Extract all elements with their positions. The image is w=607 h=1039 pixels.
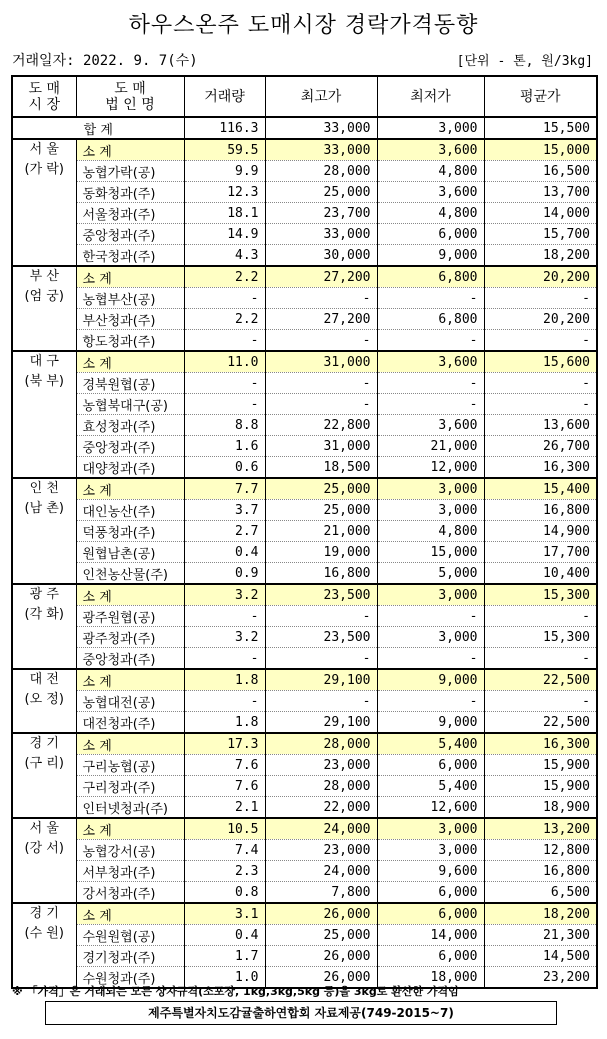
table-row [12, 245, 597, 267]
table-row [12, 648, 597, 670]
table-row [12, 797, 597, 819]
corp-name: 서부청과(주) [76, 861, 184, 882]
corp-name: 인터넷청과(주) [76, 797, 184, 819]
cell-avg: - [484, 330, 597, 352]
cell-min: 6,000 [377, 903, 484, 925]
market-city: 광 주 [29, 587, 59, 602]
cell-volume: 3.2 [184, 627, 265, 648]
cell-avg: 15,700 [484, 224, 597, 245]
corp-name: 소 계 [76, 818, 184, 840]
subtotal-row [12, 139, 597, 161]
market-cell [12, 733, 76, 818]
subtotal-row [12, 669, 597, 691]
market-cell [12, 139, 76, 266]
corp-name: 수원원협(공) [76, 925, 184, 946]
corp-name: 소 계 [76, 584, 184, 606]
cell-min: 3,600 [377, 139, 484, 161]
market-sub: (남 촌) [24, 501, 64, 516]
corp-name: 중앙청과(주) [76, 224, 184, 245]
cell-avg: 6,500 [484, 882, 597, 904]
table-row [12, 925, 597, 946]
cell-max: 25,000 [265, 182, 377, 203]
cell-volume: 0.9 [184, 563, 265, 585]
table-row [12, 542, 597, 563]
cell-volume: 7.7 [184, 478, 265, 500]
cell-volume: 4.3 [184, 245, 265, 267]
cell-volume: - [184, 691, 265, 712]
cell-avg: 15,600 [484, 351, 597, 373]
table-row [12, 224, 597, 245]
table-row [12, 415, 597, 436]
cell-min: 12,000 [377, 457, 484, 479]
corp-name: 농협대전(공) [76, 691, 184, 712]
header-corp-line2: 법 인 명 [105, 96, 155, 113]
market-city: 서 울 [29, 821, 59, 836]
cell-max: 24,000 [265, 818, 377, 840]
corp-name: 소 계 [76, 351, 184, 373]
cell-max: - [265, 394, 377, 415]
market-sub: (강 서) [24, 841, 64, 856]
cell-avg: 15,900 [484, 776, 597, 797]
header-corp-line1: 도 매 [114, 80, 146, 97]
page-title: 하우스온주 도매시장 경락가격동향 [128, 13, 479, 38]
table-row [12, 627, 597, 648]
corp-name: 농협북대구(공) [76, 394, 184, 415]
cell-min: 3,600 [377, 351, 484, 373]
cell-avg: 16,800 [484, 861, 597, 882]
cell-min: 3,000 [377, 818, 484, 840]
cell-max: 23,000 [265, 840, 377, 861]
cell-volume: 0.8 [184, 882, 265, 904]
cell-min: - [377, 691, 484, 712]
cell-volume: 1.0 [184, 967, 265, 989]
cell-avg: 13,700 [484, 182, 597, 203]
cell-max: 22,800 [265, 415, 377, 436]
cell-max: 16,800 [265, 563, 377, 585]
cell-volume: 0.6 [184, 457, 265, 479]
cell-avg: 23,200 [484, 967, 597, 989]
cell-max: 23,500 [265, 584, 377, 606]
cell-min: 6,000 [377, 946, 484, 967]
table-row [12, 861, 597, 882]
table-row [12, 457, 597, 479]
cell-volume: - [184, 373, 265, 394]
cell-volume: 2.3 [184, 861, 265, 882]
cell-max: - [265, 648, 377, 670]
corp-name: 부산청과(주) [76, 309, 184, 330]
cell-max: 18,500 [265, 457, 377, 479]
cell-avg: 22,500 [484, 669, 597, 691]
corp-name: 덕풍청과(주) [76, 521, 184, 542]
subtotal-row [12, 266, 597, 288]
cell-volume: - [184, 330, 265, 352]
cell-avg: 21,300 [484, 925, 597, 946]
cell-avg: 15,900 [484, 755, 597, 776]
cell-max: 30,000 [265, 245, 377, 267]
cell-volume: 10.5 [184, 818, 265, 840]
corp-name: 소 계 [76, 903, 184, 925]
corp-name: 광주원협(공) [76, 606, 184, 627]
header-volume: 거래량 [184, 76, 265, 117]
cell-avg: - [484, 648, 597, 670]
cell-volume: 8.8 [184, 415, 265, 436]
table-row [12, 840, 597, 861]
cell-max: 33,000 [265, 139, 377, 161]
cell-max: 22,000 [265, 797, 377, 819]
cell-min: 3,000 [377, 584, 484, 606]
cell-min: 6,000 [377, 755, 484, 776]
corp-name: 대전청과(주) [76, 712, 184, 734]
cell-avg: 15,000 [484, 139, 597, 161]
cell-min: 15,000 [377, 542, 484, 563]
market-cell [12, 478, 76, 584]
cell-max: 31,000 [265, 436, 377, 457]
subtotal-row [12, 584, 597, 606]
corp-name: 동화청과(주) [76, 182, 184, 203]
cell-min: 5,400 [377, 733, 484, 755]
market-city: 경 기 [29, 906, 59, 921]
cell-min: 6,800 [377, 266, 484, 288]
unit-label: [단위 - 톤, 원/3kg] [456, 54, 593, 69]
corp-name: 대인농산(주) [76, 500, 184, 521]
cell-min: 4,800 [377, 521, 484, 542]
market-cell [12, 669, 76, 733]
cell-max: 23,000 [265, 755, 377, 776]
cell-avg: 14,900 [484, 521, 597, 542]
cell-max: 23,500 [265, 627, 377, 648]
cell-avg: 16,300 [484, 457, 597, 479]
table-row [12, 776, 597, 797]
cell-volume: 12.3 [184, 182, 265, 203]
corp-name: 경기청과(주) [76, 946, 184, 967]
table-row [12, 394, 597, 415]
cell-avg: 16,300 [484, 733, 597, 755]
corp-name: 소 계 [76, 139, 184, 161]
cell-max: 31,000 [265, 351, 377, 373]
total-volume: 116.3 [184, 117, 265, 139]
subtotal-row [12, 818, 597, 840]
trade-date: 거래일자: 2022. 9. 7(수) [12, 53, 198, 69]
cell-max: 7,800 [265, 882, 377, 904]
corp-name: 소 계 [76, 669, 184, 691]
corp-name: 인천농산물(주) [76, 563, 184, 585]
corp-name: 소 계 [76, 266, 184, 288]
cell-max: 25,000 [265, 925, 377, 946]
table-row [12, 330, 597, 352]
corp-name: 한국청과(주) [76, 245, 184, 267]
cell-min: 6,000 [377, 224, 484, 245]
cell-avg: 18,900 [484, 797, 597, 819]
footnote: ※ 「가격」은 거래되는 모든 상자규격(소포장, 1kg,3kg,5kg 등)을 3kg로 환산한 가격임 [12, 985, 459, 998]
cell-min: 6,800 [377, 309, 484, 330]
cell-max: 28,000 [265, 776, 377, 797]
cell-avg: 20,200 [484, 309, 597, 330]
cell-avg: 14,000 [484, 203, 597, 224]
cell-volume: 1.7 [184, 946, 265, 967]
header-avg: 평균가 [484, 76, 597, 117]
corp-name: 광주청과(주) [76, 627, 184, 648]
cell-volume: 18.1 [184, 203, 265, 224]
cell-min: 9,000 [377, 669, 484, 691]
table-row [12, 436, 597, 457]
table-row [12, 288, 597, 309]
corp-name: 중앙청과(주) [76, 648, 184, 670]
cell-min: 3,000 [377, 840, 484, 861]
total-avg: 15,500 [484, 117, 597, 139]
cell-volume: 7.6 [184, 755, 265, 776]
cell-max: 26,000 [265, 967, 377, 989]
cell-volume: 1.6 [184, 436, 265, 457]
market-sub: (오 정) [24, 692, 64, 707]
subtotal-row [12, 903, 597, 925]
corp-name: 농협가락(공) [76, 161, 184, 182]
corp-name: 소 계 [76, 478, 184, 500]
header-market [12, 76, 76, 117]
cell-min: - [377, 648, 484, 670]
cell-volume: 14.9 [184, 224, 265, 245]
corp-name: 수원청과(주) [76, 967, 184, 989]
table-row [12, 203, 597, 224]
corp-name: 농협부산(공) [76, 288, 184, 309]
price-table [11, 75, 598, 989]
market-sub: (북 부) [24, 374, 64, 389]
corp-name: 구리농협(공) [76, 755, 184, 776]
cell-volume: 2.2 [184, 266, 265, 288]
cell-max: 29,100 [265, 669, 377, 691]
cell-avg: 18,200 [484, 245, 597, 267]
cell-avg: 13,200 [484, 818, 597, 840]
cell-volume: 2.2 [184, 309, 265, 330]
cell-min: 21,000 [377, 436, 484, 457]
table-row [12, 712, 597, 734]
cell-min: 9,000 [377, 245, 484, 267]
table-row [12, 691, 597, 712]
total-row [12, 117, 597, 139]
cell-max: 33,000 [265, 224, 377, 245]
header-corp [76, 76, 184, 117]
cell-min: - [377, 373, 484, 394]
market-sub: (구 리) [24, 756, 64, 771]
cell-avg: 14,500 [484, 946, 597, 967]
total-min: 3,000 [377, 117, 484, 139]
cell-max: 24,000 [265, 861, 377, 882]
header-min: 최저가 [377, 76, 484, 117]
cell-max: 21,000 [265, 521, 377, 542]
market-cell [12, 818, 76, 903]
cell-max: - [265, 606, 377, 627]
cell-min: 6,000 [377, 882, 484, 904]
market-city: 부 산 [29, 269, 59, 284]
cell-volume: 17.3 [184, 733, 265, 755]
cell-max: - [265, 373, 377, 394]
corp-name: 중앙청과(주) [76, 436, 184, 457]
cell-volume: 2.7 [184, 521, 265, 542]
cell-volume: 0.4 [184, 925, 265, 946]
cell-avg: 16,500 [484, 161, 597, 182]
cell-volume: 3.2 [184, 584, 265, 606]
table-row [12, 882, 597, 904]
table-row [12, 521, 597, 542]
cell-min: 9,000 [377, 712, 484, 734]
cell-volume: 3.7 [184, 500, 265, 521]
cell-min: 9,600 [377, 861, 484, 882]
cell-max: 19,000 [265, 542, 377, 563]
table-row [12, 500, 597, 521]
cell-volume: - [184, 288, 265, 309]
cell-min: 3,600 [377, 182, 484, 203]
market-sub: (수 원) [24, 926, 64, 941]
market-cell [12, 584, 76, 669]
corp-name: 원협남촌(공) [76, 542, 184, 563]
cell-max: 26,000 [265, 946, 377, 967]
market-sub: (가 락) [24, 162, 64, 177]
cell-min: 18,000 [377, 967, 484, 989]
cell-avg: - [484, 288, 597, 309]
market-cell [12, 351, 76, 478]
market-city: 인 천 [29, 481, 59, 496]
cell-min: 3,000 [377, 478, 484, 500]
cell-avg: 18,200 [484, 903, 597, 925]
cell-min: - [377, 606, 484, 627]
cell-avg: - [484, 691, 597, 712]
corp-name: 대양청과(주) [76, 457, 184, 479]
cell-max: - [265, 691, 377, 712]
cell-avg: 16,800 [484, 500, 597, 521]
cell-avg: 12,800 [484, 840, 597, 861]
cell-volume: 7.4 [184, 840, 265, 861]
market-sub: (각 화) [24, 607, 64, 622]
table-header-row [12, 76, 597, 117]
source-box: 제주특별자치도감귤출하연합회 자료제공(749-2015~7) [45, 1001, 557, 1025]
cell-avg: - [484, 606, 597, 627]
cell-max: 29,100 [265, 712, 377, 734]
cell-volume: - [184, 648, 265, 670]
table-row [12, 309, 597, 330]
corp-name: 경북원협(공) [76, 373, 184, 394]
corp-name: 서울청과(주) [76, 203, 184, 224]
cell-max: 26,000 [265, 903, 377, 925]
table-row [12, 182, 597, 203]
cell-volume: 11.0 [184, 351, 265, 373]
cell-avg: - [484, 394, 597, 415]
cell-min: 5,400 [377, 776, 484, 797]
market-city: 서 울 [29, 142, 59, 157]
header-max: 최고가 [265, 76, 377, 117]
cell-volume: 3.1 [184, 903, 265, 925]
total-label: 합 계 [12, 117, 184, 139]
cell-avg: 26,700 [484, 436, 597, 457]
table-row [12, 373, 597, 394]
corp-name: 소 계 [76, 733, 184, 755]
corp-name: 농협강서(공) [76, 840, 184, 861]
cell-volume: 59.5 [184, 139, 265, 161]
cell-min: 4,800 [377, 161, 484, 182]
header-market-line1: 도 매 [28, 80, 60, 97]
market-city: 대 구 [29, 354, 59, 369]
total-max: 33,000 [265, 117, 377, 139]
market-city: 대 전 [29, 672, 59, 687]
header-market-line2: 시 장 [28, 96, 60, 113]
cell-min: 5,000 [377, 563, 484, 585]
cell-avg: - [484, 373, 597, 394]
cell-avg: 17,700 [484, 542, 597, 563]
market-sub: (엄 궁) [24, 289, 64, 304]
cell-max: 23,700 [265, 203, 377, 224]
cell-avg: 15,400 [484, 478, 597, 500]
corp-name: 구리청과(주) [76, 776, 184, 797]
cell-avg: 20,200 [484, 266, 597, 288]
cell-avg: 22,500 [484, 712, 597, 734]
cell-min: 3,000 [377, 500, 484, 521]
cell-min: - [377, 330, 484, 352]
cell-min: 12,600 [377, 797, 484, 819]
cell-min: 4,800 [377, 203, 484, 224]
cell-min: - [377, 288, 484, 309]
subtotal-row [12, 478, 597, 500]
corp-name: 항도청과(주) [76, 330, 184, 352]
cell-max: 28,000 [265, 161, 377, 182]
cell-max: - [265, 288, 377, 309]
market-city: 경 기 [29, 736, 59, 751]
table-row [12, 563, 597, 585]
cell-avg: 15,300 [484, 627, 597, 648]
table-row [12, 946, 597, 967]
cell-avg: 15,300 [484, 584, 597, 606]
market-cell [12, 266, 76, 351]
cell-volume: - [184, 394, 265, 415]
corp-name: 효성청과(주) [76, 415, 184, 436]
table-row [12, 755, 597, 776]
cell-min: 14,000 [377, 925, 484, 946]
cell-max: 27,200 [265, 266, 377, 288]
cell-max: 25,000 [265, 478, 377, 500]
subtotal-row [12, 351, 597, 373]
cell-volume: 7.6 [184, 776, 265, 797]
cell-volume: 2.1 [184, 797, 265, 819]
market-cell [12, 903, 76, 988]
cell-volume: 0.4 [184, 542, 265, 563]
cell-avg: 10,400 [484, 563, 597, 585]
corp-name: 강서청과(주) [76, 882, 184, 904]
table-row [12, 161, 597, 182]
cell-min: 3,000 [377, 627, 484, 648]
cell-volume: 9.9 [184, 161, 265, 182]
cell-volume: 1.8 [184, 712, 265, 734]
cell-volume: - [184, 606, 265, 627]
cell-max: 25,000 [265, 500, 377, 521]
subtotal-row [12, 733, 597, 755]
cell-min: - [377, 394, 484, 415]
table-row [12, 606, 597, 627]
cell-avg: 13,600 [484, 415, 597, 436]
cell-volume: 1.8 [184, 669, 265, 691]
cell-max: - [265, 330, 377, 352]
cell-max: 28,000 [265, 733, 377, 755]
cell-max: 27,200 [265, 309, 377, 330]
cell-min: 3,600 [377, 415, 484, 436]
